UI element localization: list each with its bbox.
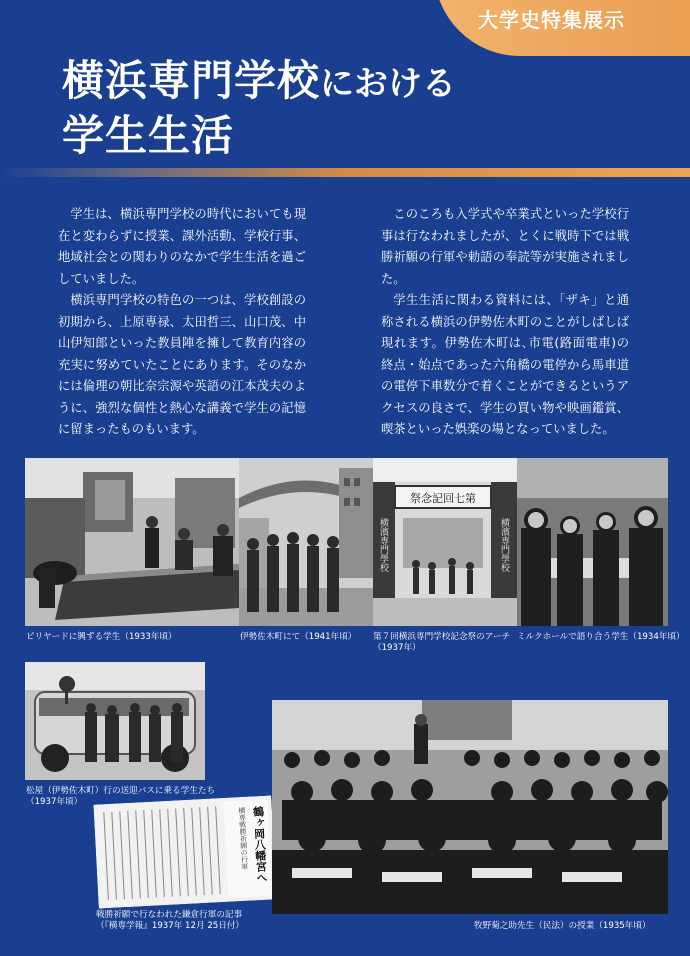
photo-isezakicho <box>239 458 373 626</box>
exhibit-tab-label: 大学史特集展示 <box>478 8 625 32</box>
body-left-paragraph-2: 横浜専門学校の特色の一つは、学校創設の初期から、上原専禄、太田哲三、山口茂、中山伊知郎といった教員陣を擁して教育内容の充実に努めていたことにあります。そのなかには倫理の朝比奈宗源や英語の江本茂夫のように、強烈な個性と熱心な講義で学生の記憶に留まったものもいます。 <box>58 293 306 436</box>
body-right-paragraph-1: このころも入学式や卒業式といった学校行事は行なわれましたが、とくに戦時下では戦勝祈願の行軍や勅語の奉読等が実施されました。 <box>381 207 629 286</box>
arch-sign-right: 横濱専門學校 <box>499 518 509 572</box>
caption-lecture: 牧野菊之助先生（民法）の授業（1935年頃） <box>474 921 651 931</box>
exhibit-tab <box>434 0 690 56</box>
caption-article-line1: 戦勝祈願で行なわれた鎌倉行軍の記事 <box>96 910 243 920</box>
photo-milkhall <box>517 458 668 626</box>
caption-arch-line1: 第７回横浜専門学校記念祭のアーチ <box>373 632 511 642</box>
caption-bus-line2: （1937年頃） <box>26 797 83 807</box>
title-suffix: における <box>320 64 457 104</box>
photo-arch <box>373 458 517 626</box>
arch-sign-left: 横濱専門學校 <box>378 518 388 572</box>
caption-isezakicho: 伊勢佐木町にて（1941年頃） <box>240 632 357 642</box>
article-headline: 鶴ヶ岡八幡宮へ <box>251 805 269 884</box>
article-subhead: 横専戦勝祈願の行軍 <box>237 806 250 871</box>
caption-milkhall: ミルクホールで語り合う学生（1934年頃） <box>517 632 685 642</box>
caption-arch-line2: （1937年） <box>373 643 421 653</box>
title-main: 横浜専門学校 <box>62 56 321 105</box>
body-left-paragraph-1: 学生は、横浜専門学校の時代においても現在と変わらずに授業、課外活動、学校行事、地域社会との関わりのなかで学生生活を過ごしていました。 <box>58 207 306 286</box>
body-right-paragraph-2: 学生生活に関わる資料には、「ザキ」と通称される横浜の伊勢佐木町のことがしばしば現れます。伊勢佐木町は､市電(路面電車)の終点・始点であった六角橋の電停から馬車道の電停下車数分で着くことができるというアクセスの良さで、学生の買い物や映画鑑賞、喫茶といった娯楽の場となっていました。 <box>381 293 629 436</box>
photo-bus <box>25 662 205 780</box>
arch-sign-top: 祭念記回七第 <box>410 492 476 505</box>
photo-billiards <box>25 458 239 626</box>
caption-bus-line1: 松屋（伊勢佐木町）行の送迎バスに乗る学生たち <box>26 786 216 796</box>
title-divider <box>0 168 690 177</box>
photo-article <box>93 795 276 908</box>
title-line2: 学生生活 <box>62 111 235 160</box>
photo-lecture <box>272 700 668 914</box>
body-right-column <box>381 204 629 441</box>
page-title <box>62 58 456 159</box>
caption-billiards: ビリヤードに興ずる学生（1933年頃） <box>26 632 177 642</box>
caption-article-line2: （『横専学報』1937年 12月 25日付） <box>96 921 245 931</box>
body-left-column <box>58 204 306 441</box>
